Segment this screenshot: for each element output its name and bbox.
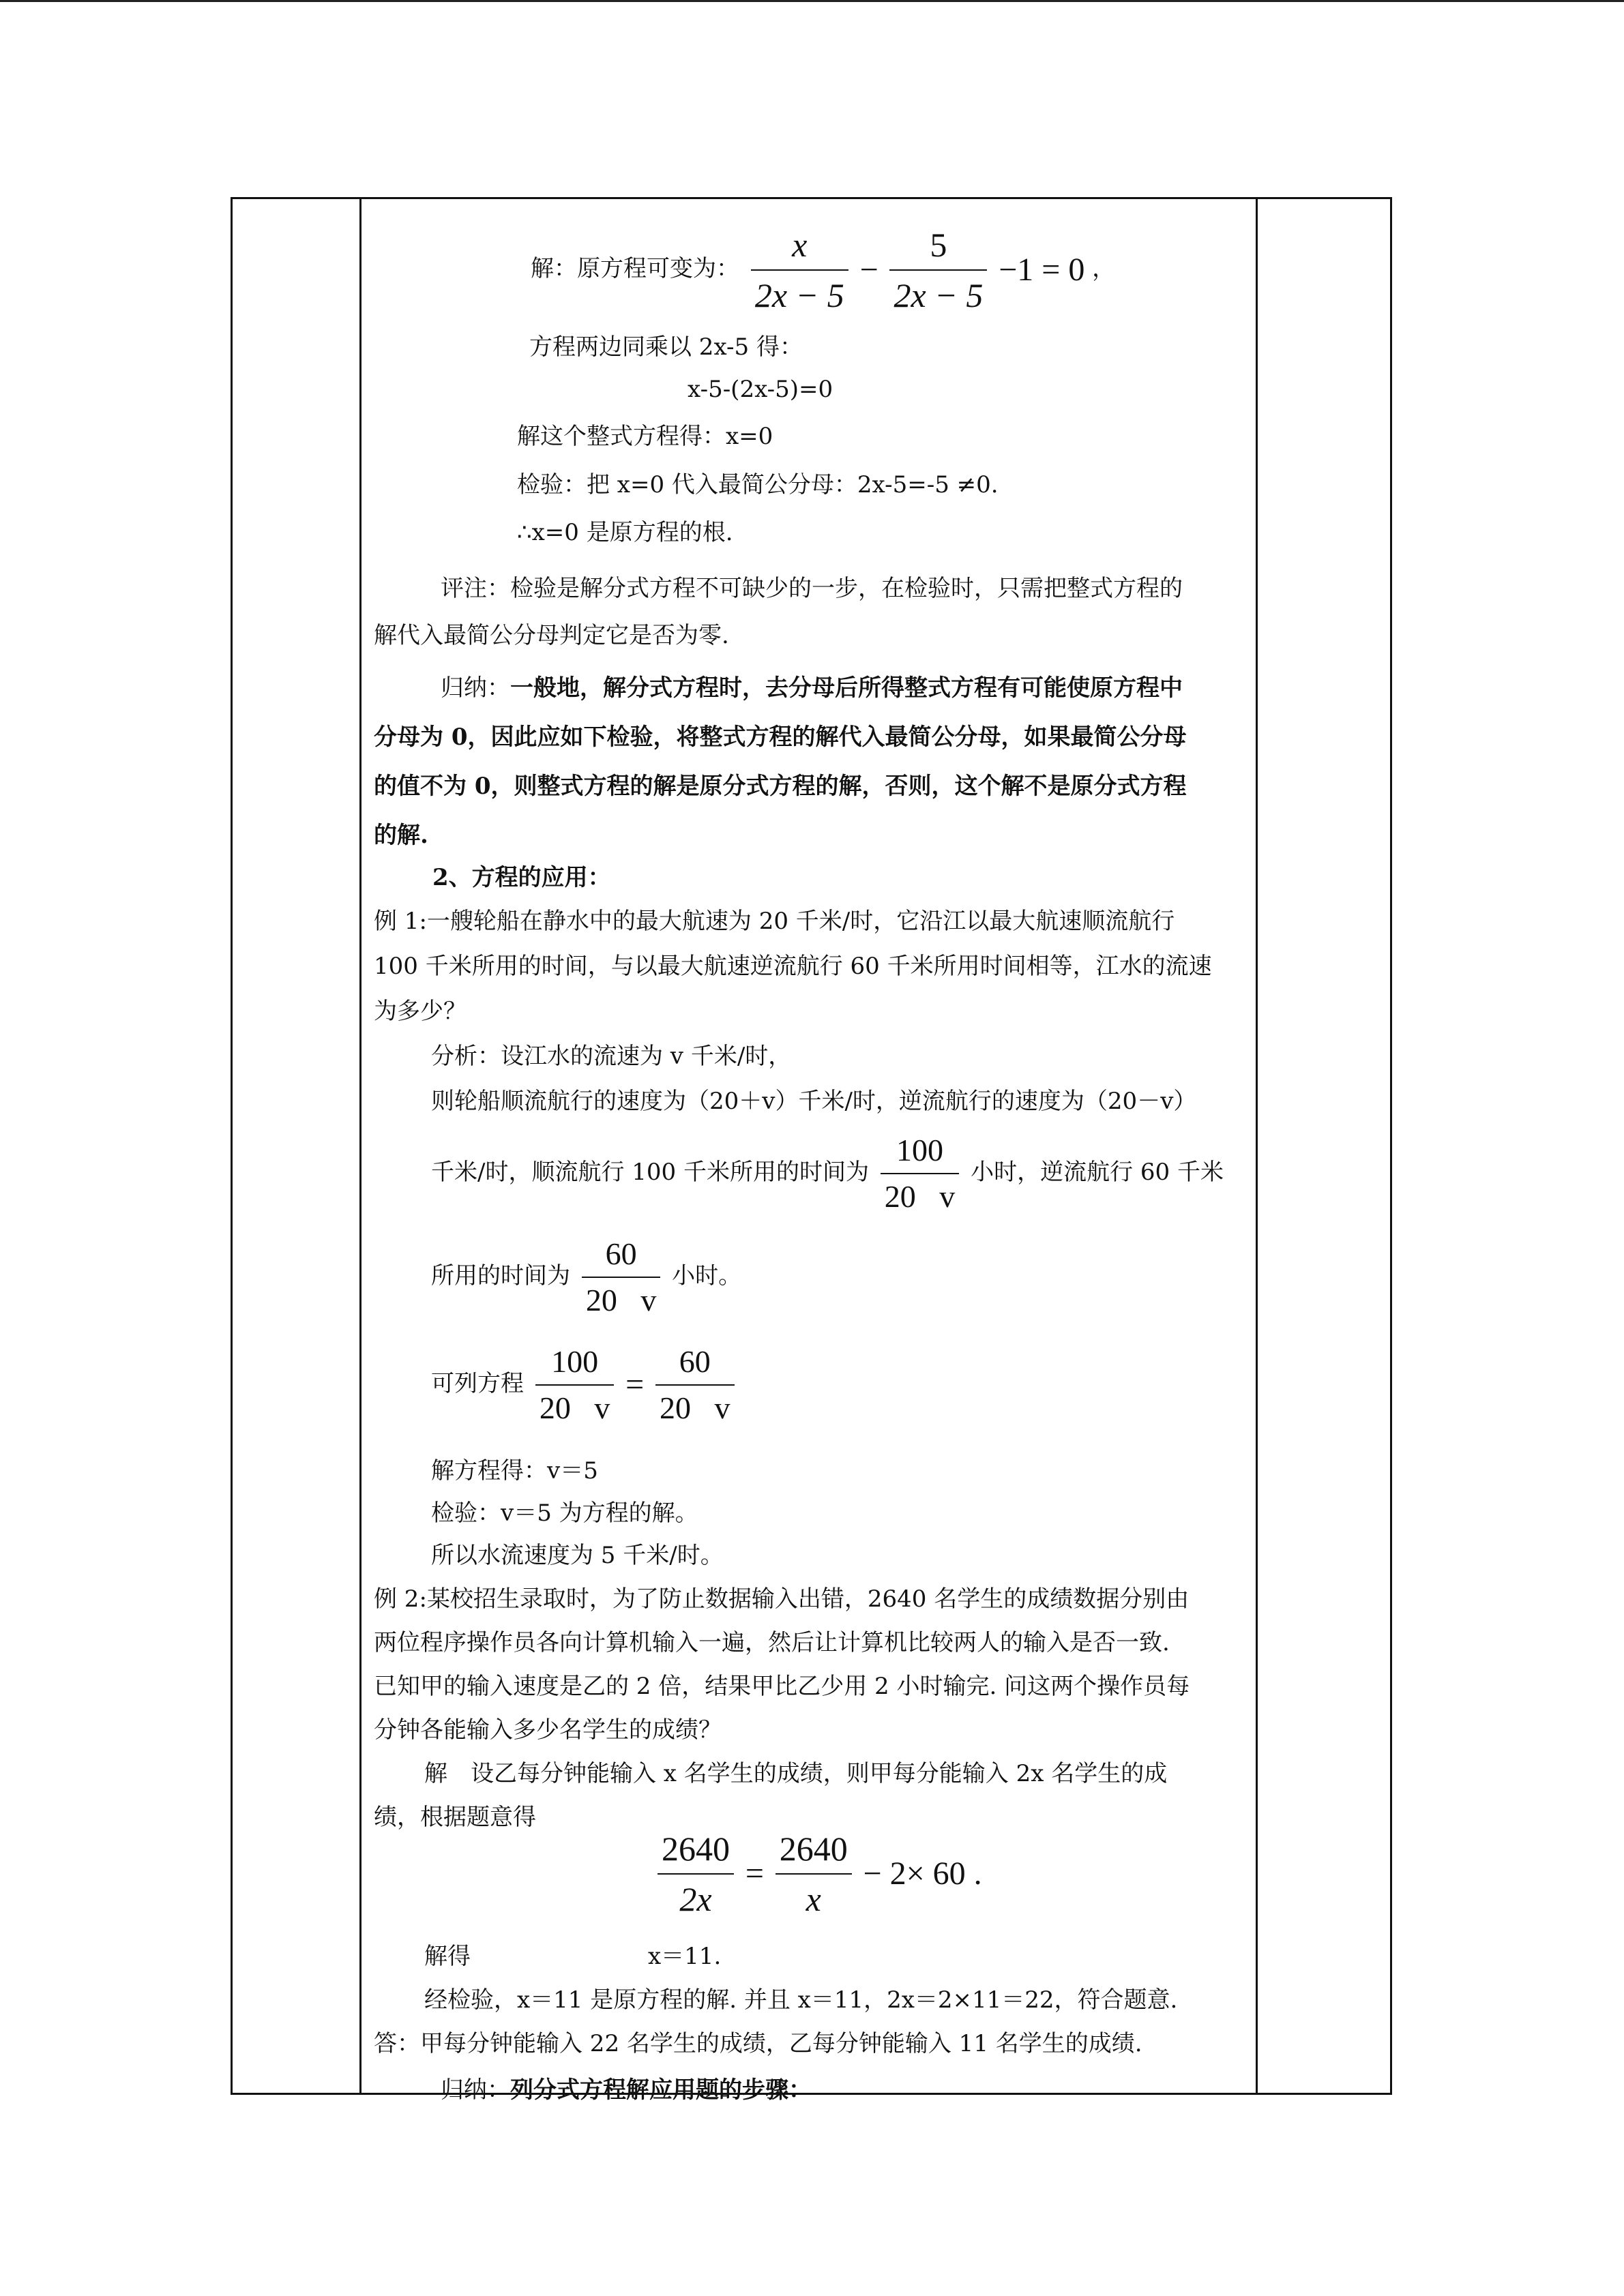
summary-label: 归纳： [441,674,510,702]
example2-line-4: 分钟各能输入多少名学生的成绩？ [374,1716,722,1744]
summary-line-1 [441,666,1183,710]
comment-line-1: 评注：检验是解分式方程不可缺少的一步，在检验时，只需把整式方程的 [441,575,1183,602]
example2-verify: 经检验，x＝11 是原方程的解. 并且 x＝11，2x＝2×11＝22，符合题意. [424,1986,1178,2014]
fraction-denominator: 2x [658,1873,734,1920]
fraction-numerator: 60 [679,1344,711,1379]
equation-left-fraction [658,1828,734,1920]
summary2-label: 归纳： [441,2076,510,2104]
fraction-denominator: 2x − 5 [889,269,987,316]
fraction-x-over-2x-5 [751,224,848,316]
example2-answer: 答：甲每分钟能输入 22 名学生的成绩，乙每分钟能输入 11 名学生的成绩. [374,2030,1142,2057]
fraction-denominator: 2x − 5 [751,269,848,316]
example1-line-2: 100 千米所用的时间，与以最大航速逆流航行 60 千米所用时间相等，江水的流速 [374,953,1212,980]
example1-analysis-1: 分析：设江水的流速为 v 千米/时， [431,1043,792,1070]
equals-sign: = [745,1855,764,1892]
example2-solution-1: 解 设乙每分钟能输入 x 名学生的成绩，则甲每分能输入 2x 名学生的成 [424,1760,1168,1787]
equation-left-fraction [535,1343,615,1427]
solution-step-solve: 解这个整式方程得：x=0 [517,423,773,450]
fraction-numerator: 100 [896,1133,944,1167]
comma: ， [1092,255,1116,282]
fraction-denominator: 20 v [582,1277,661,1319]
summary-text: 一般地，解分式方程时，去分母后所得整式方程有可能使原方程中 [510,674,1183,702]
summary-line-4: 的解. [374,822,428,849]
solution-step-integral-equation: x-5-(2x-5)=0 [688,376,833,403]
equation-label: 可列方程 [431,1370,524,1397]
example2-line-3: 已知甲的输入速度是乙的 2 倍，结果甲比乙少用 2 小时输完. 问这两个操作员每 [374,1673,1190,1700]
fraction-denominator: 20 v [655,1384,735,1427]
fraction-numerator: 2640 [662,1830,730,1868]
fraction-60-over-20-v [582,1236,661,1319]
solution-step-multiply: 方程两边同乘以 2x-5 得： [529,333,803,361]
example1-analysis-2: 则轮船顺流航行的速度为（20＋v）千米/时，逆流航行的速度为（20－v） [431,1088,1197,1115]
solution-intro: 解：原方程可变为： [531,255,739,282]
solution-step-check: 检验：把 x=0 代入最简公分母：2x-5=-5 ≠0. [517,471,999,498]
minus-sign: − [859,252,879,288]
analysis4-text-b: 小时。 [672,1262,742,1289]
equation-tail: − 2× 60 . [863,1855,982,1892]
summary-line-3: 的值不为 0，则整式方程的解是原分式方程的解，否则，这个解不是原分式方程 [374,773,1187,800]
fraction-denominator: 20 v [881,1173,960,1215]
result-value: x＝11. [648,1943,722,1970]
equation-tail: −1 = 0 [999,252,1085,288]
analysis3-text-b: 小时，逆流航行 60 千米 [971,1159,1224,1186]
example1-equation [431,1343,739,1427]
section-heading-applications: 2、方程的应用： [432,864,611,891]
example1-line-3: 为多少？ [374,998,467,1025]
comment-line-2: 解代入最简公分母判定它是否为零. [374,622,729,649]
fraction-numerator: 2640 [779,1830,848,1868]
fraction-numerator: 100 [551,1344,599,1379]
example1-analysis-4 [431,1235,741,1319]
analysis3-text-a: 千米/时，顺流航行 100 千米所用的时间为 [431,1159,869,1186]
fraction-numerator: 5 [930,226,947,264]
example1-analysis-3 [431,1131,1224,1215]
equation-right-fraction [776,1828,852,1920]
summary-line-2: 分母为 0，因此应如下检验，将整式方程的解代入最简公分母，如果最简公分母 [374,724,1187,751]
example1-line-1: 例 1:一艘轮船在静水中的最大航速为 20 千米/时，它沿江以最大航速顺流航行 [374,908,1175,935]
example2-equation [653,1828,982,1920]
fraction-denominator: 20 v [535,1384,615,1427]
result-label: 解得 [424,1943,471,1970]
fraction-5-over-2x-5 [889,224,987,316]
page-top-rule [0,0,1624,2]
example1-answer: 所以水流速度为 5 千米/时。 [431,1542,724,1569]
lesson-content-cell [374,197,1254,2104]
equation-right-fraction [655,1343,735,1427]
fraction-numerator: 60 [605,1236,637,1271]
example2-line-1: 例 2:某校招生录取时，为了防止数据输入出错，2640 名学生的成绩数据分别由 [374,1585,1190,1613]
summary2-line [441,2068,812,2112]
example2-solution-2: 绩，根据题意得 [374,1804,536,1831]
solution-equation-line [531,224,1115,316]
example2-result [424,1935,721,1978]
table-column-divider-right [1256,197,1258,2095]
table-column-divider-left [359,197,361,2095]
summary2-text: 列分式方程解应用题的步骤： [510,2076,812,2104]
example1-solve: 解方程得：v＝5 [431,1457,598,1485]
example2-line-2: 两位程序操作员各向计算机输入一遍，然后让计算机比较两人的输入是否一致. [374,1629,1170,1656]
solution-step-conclusion: ∴x=0 是原方程的根. [517,519,733,546]
fraction-denominator: x [776,1873,852,1920]
fraction-100-over-20-v [881,1132,960,1215]
analysis4-text-a: 所用的时间为 [431,1262,570,1289]
example1-check: 检验：v＝5 为方程的解。 [431,1500,698,1527]
equals-sign: = [625,1367,645,1403]
fraction-numerator: x [792,226,808,264]
